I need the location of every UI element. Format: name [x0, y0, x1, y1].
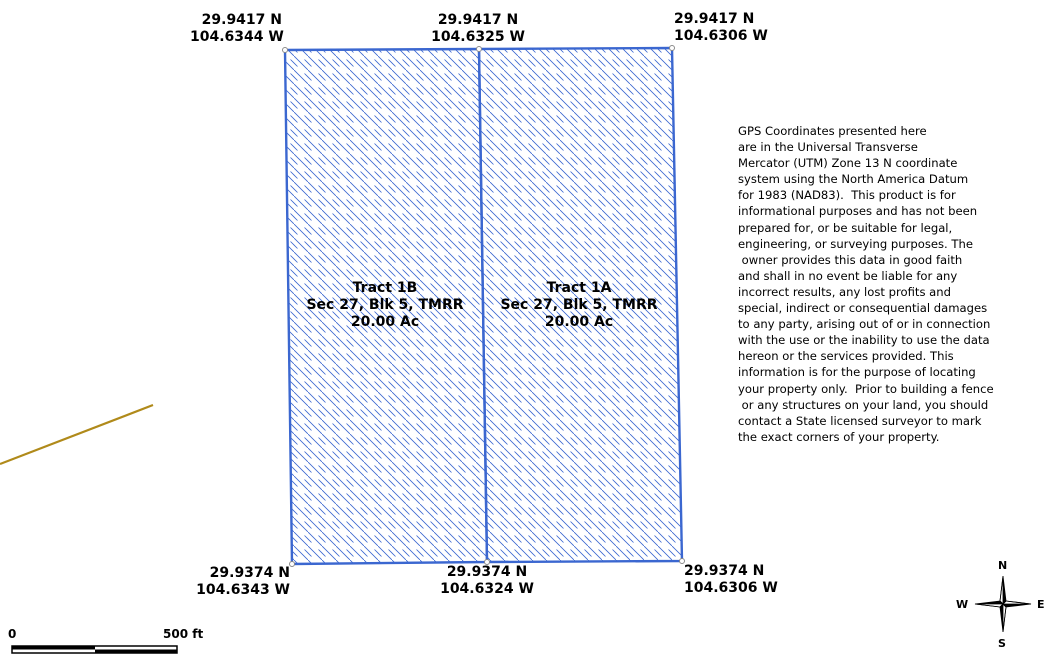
- tract-area: 20.00 Ac: [544, 314, 614, 330]
- compass-rose-icon: [975, 576, 1031, 632]
- coord-bottom-mid: [431, 564, 543, 598]
- scale-start-label: 0: [8, 627, 17, 641]
- coord-top-right: [674, 11, 768, 45]
- coord-top-left: [190, 12, 282, 46]
- compass-north-label: N: [998, 559, 1008, 572]
- tract-name: Tract 1A: [546, 280, 612, 296]
- coord-lat: 29.9417 N: [674, 11, 755, 27]
- corner-marker: [290, 562, 295, 567]
- road-line: [0, 405, 153, 464]
- corner-marker: [670, 46, 675, 51]
- tract-name: Tract 1B: [352, 280, 418, 296]
- tract-location: Sec 27, Blk 5, TMRR: [500, 297, 658, 313]
- tract-location: Sec 27, Blk 5, TMRR: [306, 297, 464, 313]
- tract-1a-label: [499, 280, 659, 331]
- coord-lon: 104.6343 W: [196, 582, 290, 598]
- coord-top-mid: [422, 12, 534, 46]
- disclaimer-text: GPS Coordinates presented here are in the Universal Transverse Mercator (UTM) Zone 13 N coordinate system using the North America Datum for 1983 (NAD83). This product is for informational purposes and has not been prepared for, or be suitable for legal, engineering, or surveying purposes. The owner provides this data in good faith and shall in no event be liable for any incorrect results, any lost profits and special, indirect or consequential damages to any party, arising out of or in connection with the use or the inability to use the data hereon or the services provided. This information is for the purpose of locating your property only. Prior to building a fence or any structures on your land, you should contact a State licensed surveyor to mark the exact corners of your property.: [738, 124, 994, 444]
- tract-1b-label: [305, 280, 465, 331]
- coord-lat: 29.9374 N: [446, 564, 528, 580]
- coord-lon: 104.6344 W: [190, 29, 284, 45]
- tract-area: 20.00 Ac: [350, 314, 420, 330]
- coord-lat: 29.9417 N: [201, 12, 282, 28]
- scale-bar: [12, 646, 177, 653]
- coord-lon: 104.6306 W: [674, 28, 768, 44]
- compass-west-label: W: [956, 598, 969, 611]
- coord-lon: 104.6325 W: [431, 29, 525, 45]
- coord-bottom-right: [684, 563, 778, 597]
- coord-bottom-left: [196, 565, 290, 599]
- coord-lon: 104.6324 W: [440, 581, 534, 597]
- coord-lat: 29.9374 N: [684, 563, 765, 579]
- coord-lat: 29.9417 N: [437, 12, 519, 28]
- coord-lat: 29.9374 N: [209, 565, 290, 581]
- corner-marker: [283, 48, 288, 53]
- scale-end-label: 500 ft: [163, 627, 204, 641]
- compass-south-label: S: [998, 637, 1006, 650]
- compass-east-label: E: [1037, 598, 1045, 611]
- coord-lon: 104.6306 W: [684, 580, 778, 596]
- corner-marker: [477, 47, 482, 52]
